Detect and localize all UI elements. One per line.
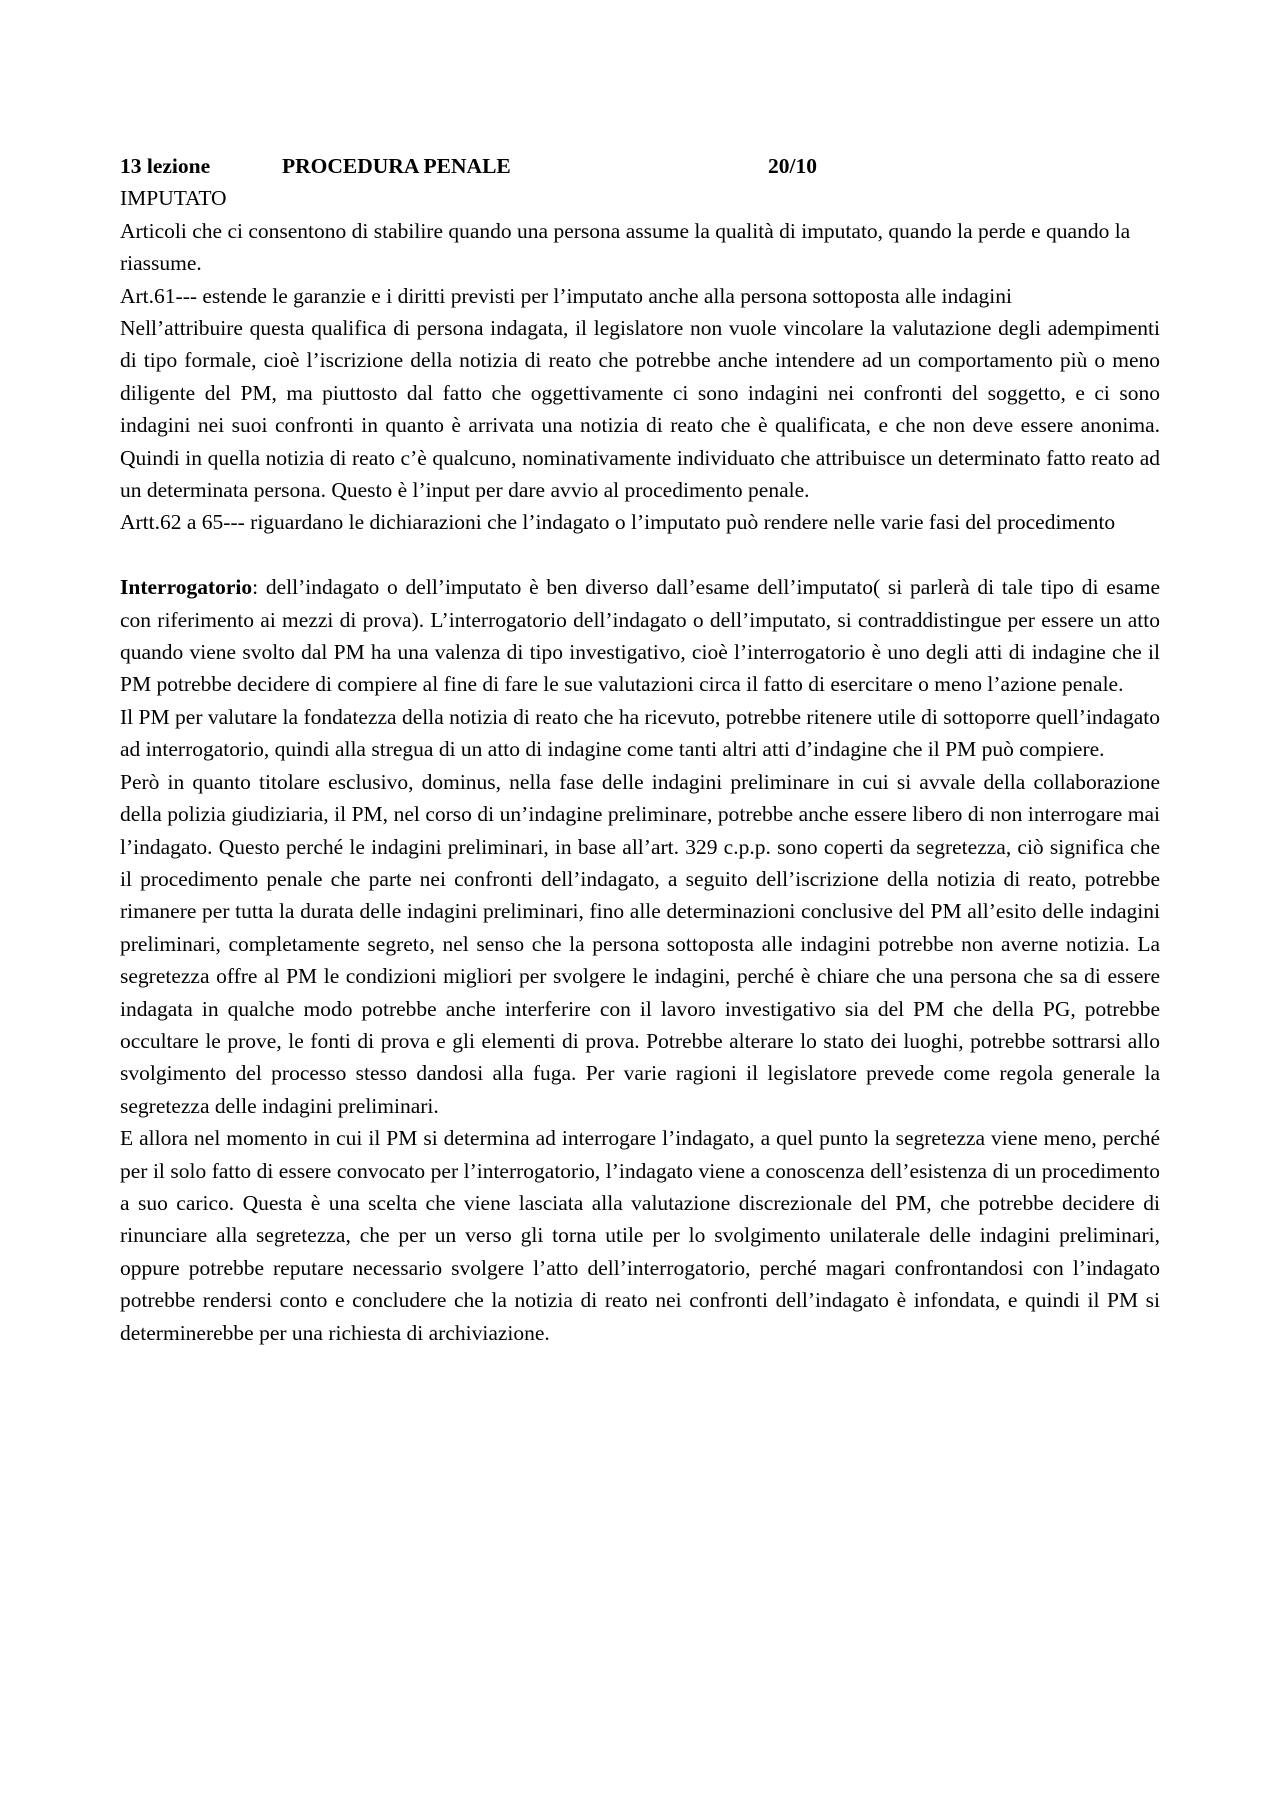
paragraph-valutazione-pm: Il PM per valutare la fondatezza della notizia di reato che ha ricevuto, potrebbe ritenere utile di sottoporre quell’indagato ad interrogatorio, quindi alla stregua di un atto di indagine come tanti altri atti d’indagine che il PM può compiere. bbox=[120, 704, 1160, 762]
paragraph-artt-62-65: Artt.62 a 65--- riguardano le dichiarazioni che l’indagato o l’imputato può rendere nelle varie fasi del procedimento bbox=[120, 510, 1116, 535]
section-title: IMPUTATO bbox=[120, 186, 227, 211]
interrogatorio-text: : dell’indagato o dell’imputato è ben diverso dall’esame dell’imputato( si parlerà di tale tipo di esame con riferimento ai mezzi di prova). L’interrogatorio dell’indagato o dell’imputato, si contraddistingue per essere un atto quando viene svolto dal PM ha una valenza di tipo investigativo, cioè l’interrogatorio è uno degli atti di indagine che il PM potrebbe decidere di compiere al fine di fare le sue valutazioni circa il fatto di esercitare o meno l’azione penale. bbox=[120, 575, 1160, 697]
paragraph-interrogatorio bbox=[120, 571, 1160, 701]
document-page bbox=[120, 150, 1160, 1349]
paragraph-segretezza: Però in quanto titolare esclusivo, dominus, nella fase delle indagini preliminare in cui si avvale della collaborazione della polizia giudiziaria, il PM, nel corso di un’indagine preliminare, potrebbe anche essere libero di non interrogare mai l’indagato. Questo perché le indagini preliminari, in base all’art. 329 c.p.p. sono coperti da segretezza, ciò significa che il procedimento penale che parte nei confronti dell’indagato, a seguito dell’iscrizione della notizia di reato, potrebbe rimanere per tutta la durata delle indagini preliminari, fino alle determinazioni conclusive del PM all’esito delle indagini preliminari, completamente segreto, nel senso che la persona sottoposta alle indagini potrebbe non averne notizia. La segretezza offre al PM le condizioni migliori per svolgere le indagini, perché è chiare che una persona che sa di essere indagata in qualche modo potrebbe anche interferire con il lavoro investigativo sia del PM che della PG, potrebbe occultare le prove, le fonti di prova e gli elementi di prova. Potrebbe alterare lo stato dei luoghi, potrebbe sottrarsi allo svolgimento del processo stesso dandosi alla fuga. Per varie ragioni il legislatore prevede come regola generale la segretezza delle indagini preliminari. bbox=[120, 769, 1160, 1118]
document-header bbox=[120, 150, 1160, 182]
course-title: PROCEDURA PENALE bbox=[282, 154, 511, 178]
paragraph-intro: Articoli che ci consentono di stabilire quando una persona assume la qualità di imputato, quando la perde e quando la riassume. bbox=[120, 218, 1131, 276]
paragraph-spacer bbox=[120, 539, 1160, 571]
paragraph-interrogare-indagato: E allora nel momento in cui il PM si determina ad interrogare l’indagato, a quel punto la segretezza viene meno, perché per il solo fatto di essere convocato per l’interrogatorio, l’indagato viene a conoscenza dell’esistenza di un procedimento a suo carico. Questa è una scelta che viene lasciata alla valutazione discrezionale del PM, che potrebbe decidere di rinunciare alla segretezza, che per un verso gli torna utile per lo svolgimento unilaterale delle indagini preliminari, oppure potrebbe reputare necessario svolgere l’atto dell’interrogatorio, perché magari confrontandosi con l’indagato potrebbe rendersi conto e concludere che la notizia di reato nei confronti dell’indagato è infondata, e quindi il PM si determinerebbe per una richiesta di archiviazione. bbox=[120, 1126, 1160, 1345]
interrogatorio-term: Interrogatorio bbox=[120, 575, 253, 600]
paragraph-persona-indagata: Nell’attribuire questa qualifica di persona indagata, il legislatore non vuole vincolare la valutazione degli adempimenti di tipo formale, cioè l’iscrizione della notizia di reato che potrebbe anche intendere ad un comportamento più o meno diligente del PM, ma piuttosto dal fatto che oggettivamente ci sono indagini nei confronti del soggetto, e ci sono indagini nei suoi confronti in quanto è arrivata una notizia di reato che è qualificata, e che non deve essere anonima. Quindi in quella notizia di reato c’è qualcuno, nominativamente individuato che attribuisce un determinato fatto reato ad un determinata persona. Questo è l’input per dare avvio al procedimento penale. bbox=[120, 316, 1160, 503]
lesson-date: 20/10 bbox=[768, 154, 817, 178]
paragraph-art-61: Art.61--- estende le garanzie e i diritti previsti per l’imputato anche alla persona sottoposta alle indagini bbox=[120, 283, 1012, 308]
lesson-number: 13 lezione bbox=[120, 154, 211, 178]
